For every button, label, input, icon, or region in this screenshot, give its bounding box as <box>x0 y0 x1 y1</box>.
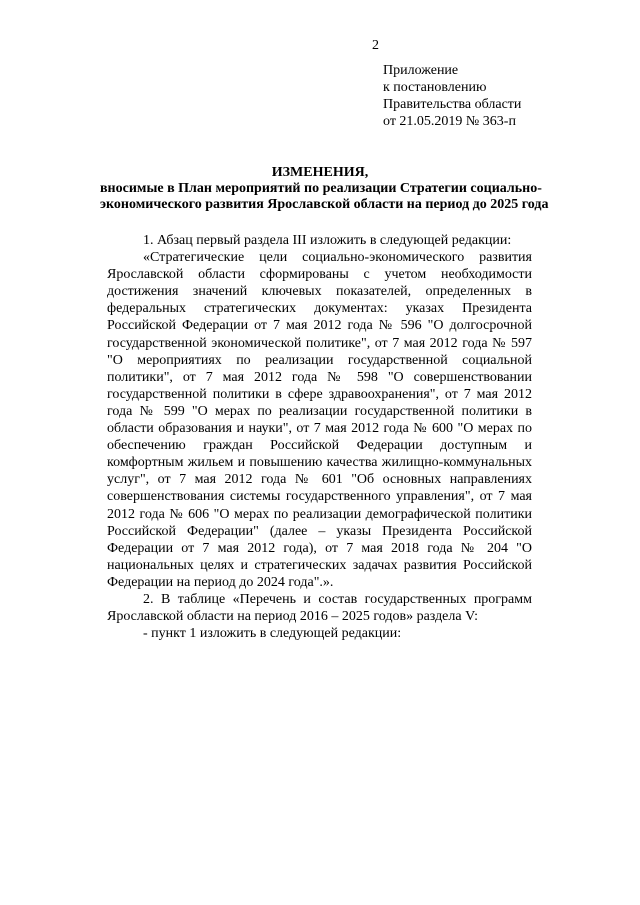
paragraph-strategic-goals-quote: «Стратегические цели социально-экономического развития Ярославской области сформированы с учетом необходимости достижения значений ключевых показателей, определенных в федеральных стратегических документах: указах Президента Российской Федерации от 7 мая 2012 года № 596 "О долгосрочной государственной экономической политике", от 7 мая 2012 года № 597 "О мероприятиях по реализации государственной социальной политики", от 7 мая 2012 года № 598 "О совершенствовании государственной политики в сфере здравоохранения", от 7 мая 2012 года № 599 "О мерах по реализации государственной политики в области образования и науки", от 7 мая 2012 года № 600 "О мерах по обеспечению граждан Российской Федерации доступным и комфортным жильем и повышению качества жилищно-коммунальных услуг", от 7 мая 2012 года № 601 "Об основных направлениях совершенствования системы государственного управления", от 7 мая 2012 года № 606 "О мерах по реализации демографической политики Российской Федерации" (далее – указы Президента Российской Федерации от 7 мая 2012 года), от 7 мая 2018 года № 204 "О национальных целях и стратегических задачах развития Российской Федерации на период до 2024 года".». <box>107 250 532 590</box>
appendix-line-title: Приложение <box>383 63 459 78</box>
page-number: 2 <box>372 38 379 53</box>
appendix-line-government: Правительства области <box>383 97 522 112</box>
appendix-block <box>383 62 521 130</box>
paragraph-item-1: 1. Абзац первый раздела III изложить в следующей редакции: <box>143 233 512 248</box>
document-title <box>100 165 549 213</box>
title-subtitle-line-2: экономического развития Ярославской области на период до 2025 года <box>100 197 549 212</box>
paragraph-subitem-1: - пункт 1 изложить в следующей редакции: <box>143 626 402 642</box>
title-subtitle-line-1: вносимые в План мероприятий по реализации Стратегии социально- <box>100 181 542 196</box>
title-heading: ИЗМЕНЕНИЯ, <box>271 165 369 180</box>
appendix-line-date-number: от 21.05.2019 № 363-п <box>383 114 516 129</box>
document-body <box>107 232 532 642</box>
appendix-line-resolution: к постановлению <box>383 80 487 95</box>
paragraph-item-2: 2. В таблице «Перечень и состав государственных программ Ярославской области на период 2016 – 2025 годов» раздела V: <box>107 591 532 625</box>
